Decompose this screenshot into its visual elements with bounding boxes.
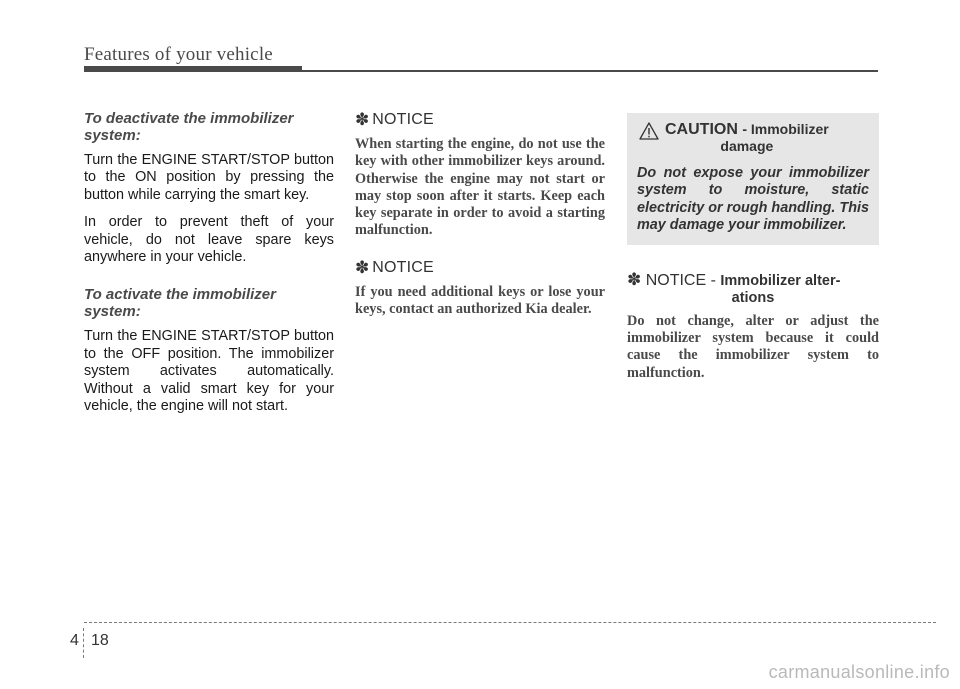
notice-text-2: If you need additional keys or lose your keys, contact an authorized Kia dealer. bbox=[355, 283, 605, 318]
notice-subtitle-2: ations bbox=[731, 289, 775, 306]
notice-label: NOTICE bbox=[372, 258, 434, 276]
theft-text: In order to prevent theft of your vehicle, do not leave spare keys anywhere in your vehicle. bbox=[84, 214, 334, 266]
notice-subtitle: Immobilizer alter- bbox=[720, 272, 841, 289]
notice-star-icon: ✽ bbox=[355, 110, 370, 129]
activate-text: Turn the ENGINE START/STOP button to the OFF position. The immobilizer system activates automatically. Without a valid smart key for your vehicle, the engine will not start. bbox=[84, 328, 334, 415]
footer-divider bbox=[83, 628, 84, 658]
page-number: 18 bbox=[91, 632, 109, 649]
warning-triangle-icon bbox=[639, 122, 659, 140]
chapter-number: 4 bbox=[70, 632, 79, 649]
notice-heading-alterations bbox=[627, 271, 879, 307]
column-middle bbox=[355, 110, 605, 336]
footer-rule bbox=[84, 622, 936, 623]
page-title: Features of your vehicle bbox=[84, 44, 273, 65]
caution-subtitle-2: damage bbox=[720, 138, 774, 154]
column-right bbox=[627, 113, 879, 400]
notice-text-1: When starting the engine, do not use the key with other immobilizer keys around. Otherwise the engine may not start or may stop soon after it starts. Keep each key separate in order to avoid a starting malfunction. bbox=[355, 136, 605, 239]
deactivate-text: Turn the ENGINE START/STOP button to the ON position by pressing the button while carrying the smart key. bbox=[84, 152, 334, 203]
caution-title-wrap bbox=[665, 121, 829, 155]
notice-heading-1 bbox=[355, 110, 605, 130]
notice-label: NOTICE - bbox=[645, 271, 716, 289]
notice-label: NOTICE bbox=[372, 111, 434, 128]
notice-heading-2 bbox=[355, 258, 605, 278]
activate-heading: To activate the immobilizer system: bbox=[84, 286, 276, 321]
caution-text: Do not expose your immobilizer system to moisture, static electricity or rough handling. This may damage your immobilizer. bbox=[637, 165, 869, 234]
caution-subtitle: - Immobilizer bbox=[742, 121, 829, 137]
deactivate-heading: To deactivate the immobilizer system: bbox=[84, 110, 294, 144]
notice-star-icon: ✽ bbox=[627, 269, 642, 289]
caution-box bbox=[627, 113, 879, 245]
header-rule-thin bbox=[84, 70, 878, 72]
caution-label: CAUTION bbox=[665, 121, 738, 138]
notice-text-alterations: Do not change, alter or adjust the immobilizer system because it could cause the immobilizer system to malfunction. bbox=[627, 312, 879, 381]
caution-heading bbox=[637, 121, 869, 155]
spacer bbox=[84, 276, 334, 286]
watermark: carmanualsonline.info bbox=[768, 662, 950, 682]
column-left bbox=[84, 110, 334, 425]
notice-star-icon: ✽ bbox=[355, 257, 370, 277]
